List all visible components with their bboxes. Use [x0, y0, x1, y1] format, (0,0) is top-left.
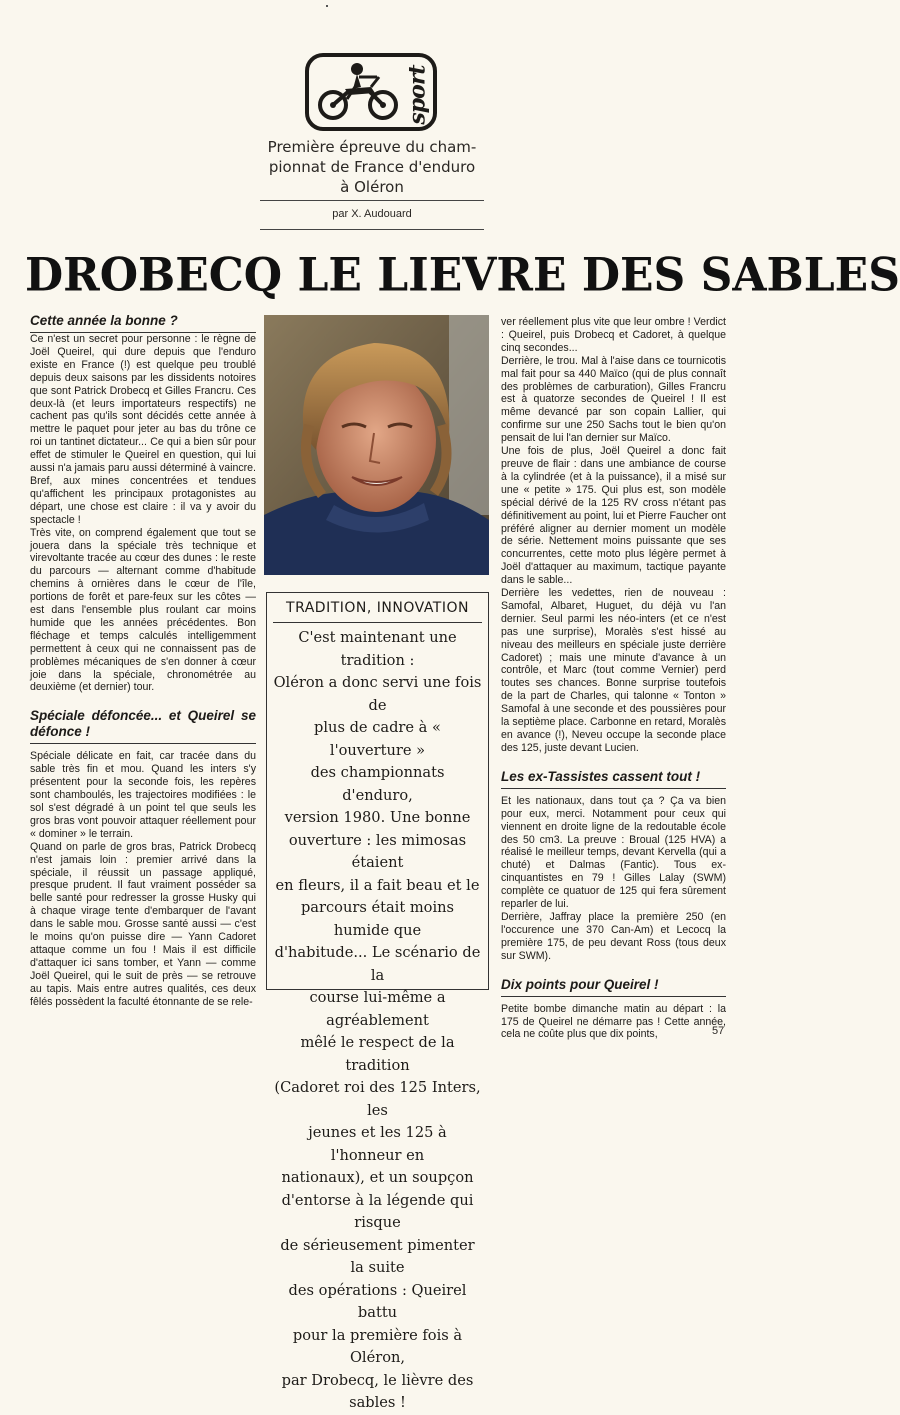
article-intro [258, 137, 486, 197]
intro-divider [260, 200, 484, 201]
headline: DROBECQ LE LIEVRE DES SABLES [25, 248, 900, 303]
byline-divider [260, 229, 484, 230]
left-column [30, 333, 256, 1009]
sidebar-line: (Cadoret roi des 125 Inters, les [274, 1079, 481, 1119]
paragraph: ver réellement plus vite que leur ombre ! Verdict : Queirel, puis Drobecq et Cadoret, à quelque cinq secondes... [501, 316, 726, 354]
sidebar-line: d'entorse à la légende qui risque [281, 1191, 474, 1231]
paragraph: Quand on parle de gros bras, Patrick Drobecq n'est jamais loin : premier arrivé dans la spéciale, il réussit un passage appliqué, presque prudent. Il faut vraiment posséder sa belle santé pour redresser la grosse Husky qui à chaque virage tente d'embarquer de l'avant dans le sable mou. Grosse santé aussi — c'est le moins qu'on puisse dire — Yann Cadoret attaque comme un fou ! Mais il est difficile d'attaquer ici sans tomber, et Yann — comme Joël Queirel, qui le suit de près — se retrouve au tapis. Mais entre autres qualités, ces deux fêlés possèdent la faculté étonnante de se rele- [30, 840, 256, 1008]
sidebar-line: course lui-même a agréablement [309, 989, 446, 1029]
intro-line: à Oléron [340, 178, 404, 196]
sidebar-line: Oléron a donc servi une fois de [273, 674, 482, 714]
sidebar-line: mêlé le respect de la tradition [300, 1034, 455, 1074]
motocross-rider-icon [313, 61, 405, 125]
section-title: Spéciale défoncée... et Queirel se défonce ! [30, 708, 256, 744]
sidebar-line: plus de cadre à « l'ouverture » [314, 719, 441, 759]
paragraph: Et les nationaux, dans tout ça ? Ça va bien pour eux, merci. Notamment pour ceux qui viennent en droite ligne de la redoutable école des 50 cm3. La preuve : Broual (125 HVA) a réalisé le meilleur temps, devant Kervella (qui a chuté) et Dalmas (Fantic). Tous ex-cinquantistes en 79 ! Gilles Lalay (SWM) complète ce quatuor de 125 qui fera sûrement reparler de lui. [501, 794, 726, 911]
sidebar-title: TRADITION, INNOVATION [286, 600, 469, 616]
sidebar-box [266, 592, 489, 1411]
sport-logo [305, 53, 437, 131]
paragraph: Petite bombe dimanche matin au départ : la 175 de Queirel ne démarre pas ! Cette année, cela ne coûte plus que dix points, [501, 1002, 726, 1041]
sidebar-line: sables ! [349, 1394, 406, 1411]
sidebar-line: jeunes et les 125 à l'honneur en [308, 1124, 447, 1164]
sidebar-line: ouverture : les mimosas étaient [288, 831, 467, 871]
paragraph: Derrière, le trou. Mal à l'aise dans ce tournicotis mal fait pour sa 440 Maïco (qui de plus connaît des problèmes de carburation), Gilles Francru est à quatorze secondes de Queirel ! Il est même devancé par son copain Lallier, qui confirme sur une 250 Sachs tout le bien qu'on pensait de lui l'an dernier sur Maïco. [501, 354, 726, 445]
sidebar-line: en fleurs, il a fait beau et le [275, 876, 480, 894]
sidebar-body [267, 625, 488, 1415]
right-column [501, 316, 726, 1041]
section-title: Dix points pour Queirel ! [501, 977, 726, 997]
sidebar-line: par Drobecq, le lièvre des [281, 1371, 474, 1389]
sidebar-line: parcours était moins humide que [300, 899, 455, 939]
rider-portrait-photo [264, 315, 489, 575]
paragraph: Une fois de plus, Joël Queirel a donc fait preuve de flair : dans une ambiance de course à la cylindrée (et à la puissance), il a misé sur une « petite » 175. Qui plus est, son modèle spécial dérivé de la 125 RV cross n'étant pas définitivement au point, lui et Pierre Faucher ont préféré aligner au dernier moment un modèle de série. Nettement moins puissante que ses concurrentes, cette moto plus légère permet à Joël d'attaquer au maximum, tactique payante dans le sable... [501, 445, 726, 587]
logo-word: sport [405, 65, 432, 125]
section-title: Les ex-Tassistes cassent tout ! [501, 769, 726, 789]
paragraph: Très vite, on comprend également que tout se jouera dans la spéciale très technique et virevoltante tracée au cœur des dunes : le reste du parcours — alternant comme d'habitude chemins à ornières dans le cœur de l'île, portions de forêt et pare-feux sur les côtes — est dans l'ensemble plus roulant car moins humide que les années précédentes. Bon fléchage et temps calculés intelligemment permettent à ceux qui ne connaissent pas de problèmes mécaniques de s'en donner à cœur joie dans la spéciale, chronométrée au deuxième (et dernier) tour. [30, 526, 256, 694]
paragraph: Derrière, Jaffray place la première 250 (en l'occurence une 370 Can-Am) et Lecocq la première 175, de peu devant Ross (tous deux sur SWM). [501, 910, 726, 962]
sidebar-line: nationaux), et un soupçon [281, 1169, 474, 1186]
intro-line: pionnat de France d'enduro [268, 158, 476, 176]
sidebar-line: des championnats d'enduro, [310, 764, 445, 804]
sidebar-line: d'habitude... Le scénario de la [274, 944, 481, 984]
byline: par X. Audouard [332, 208, 412, 220]
sidebar-line: C'est maintenant une tradition : [298, 629, 457, 669]
paragraph: Ce n'est un secret pour personne : le règne de Joël Queirel, qui dure depuis que l'enduro existe en France (!) est quelque peu troublé depuis deux saisons par les dissidents notoires que sont Patrick Drobecq et Gilles Francru. Ces deux-là (et leurs importateurs respectifs) ne cachent pas qu'ils sont décidés cette année à mettre le paquet pour jeter au bas du trône ce roi un tantinet dictateur... Ce qui a bien sûr pour effet de stimuler le Queirel en question, qui lui aussi n'a jamais paru aussi déterminé à vaincre. Bref, aux mines concentrées et tendues qu'affichent les principaux protagonistes au départ, une chose est claire : il va y avoir du spectacle ! [30, 333, 256, 526]
page-number: 57 [712, 1025, 725, 1037]
paragraph: Spéciale délicate en fait, car tracée dans du sable très fin et mou. Quand les inters s'y présentent pour la seconde fois, les repères sont chamboulés, les trajectoires modifiées : le sol s'est dégradé à un point tel que seuls les gros bras vont pouvoir attaquer réellement pour « dominer » le terrain. [30, 750, 256, 840]
section-title: Cette année la bonne ? [30, 313, 256, 333]
print-mark [326, 5, 328, 7]
sidebar-line: des opérations : Queirel battu [288, 1281, 467, 1321]
sidebar-divider [273, 622, 482, 623]
intro-line: Première épreuve du cham- [267, 138, 477, 156]
paragraph: Derrière les vedettes, rien de nouveau : Samofal, Albaret, Huguet, du déjà vu l'an dernier. Seul parmi les néo-inters (et ce n'est pas une surprise), Moralès s'est hissé au niveau des meilleurs en spéciale juste derrière Cadoret) ; mais une minute d'avance à un contrôle, et Marc (tout comme Vernier) perd toutes ses chances. Bonne surprise toutefois de la part de Charles, qui talonne « Tonton » Samofal à une seconde et des poussières pour la septième place. Carbonne en retard, Moralès en avance (!), Neveu occupe la seconde place des 125, juste devant Lucien. [501, 587, 726, 754]
sidebar-line: pour la première fois à Oléron, [292, 1326, 463, 1366]
sidebar-line: de sérieusement pimenter la suite [280, 1236, 475, 1276]
sidebar-line: version 1980. Une bonne [284, 809, 471, 826]
